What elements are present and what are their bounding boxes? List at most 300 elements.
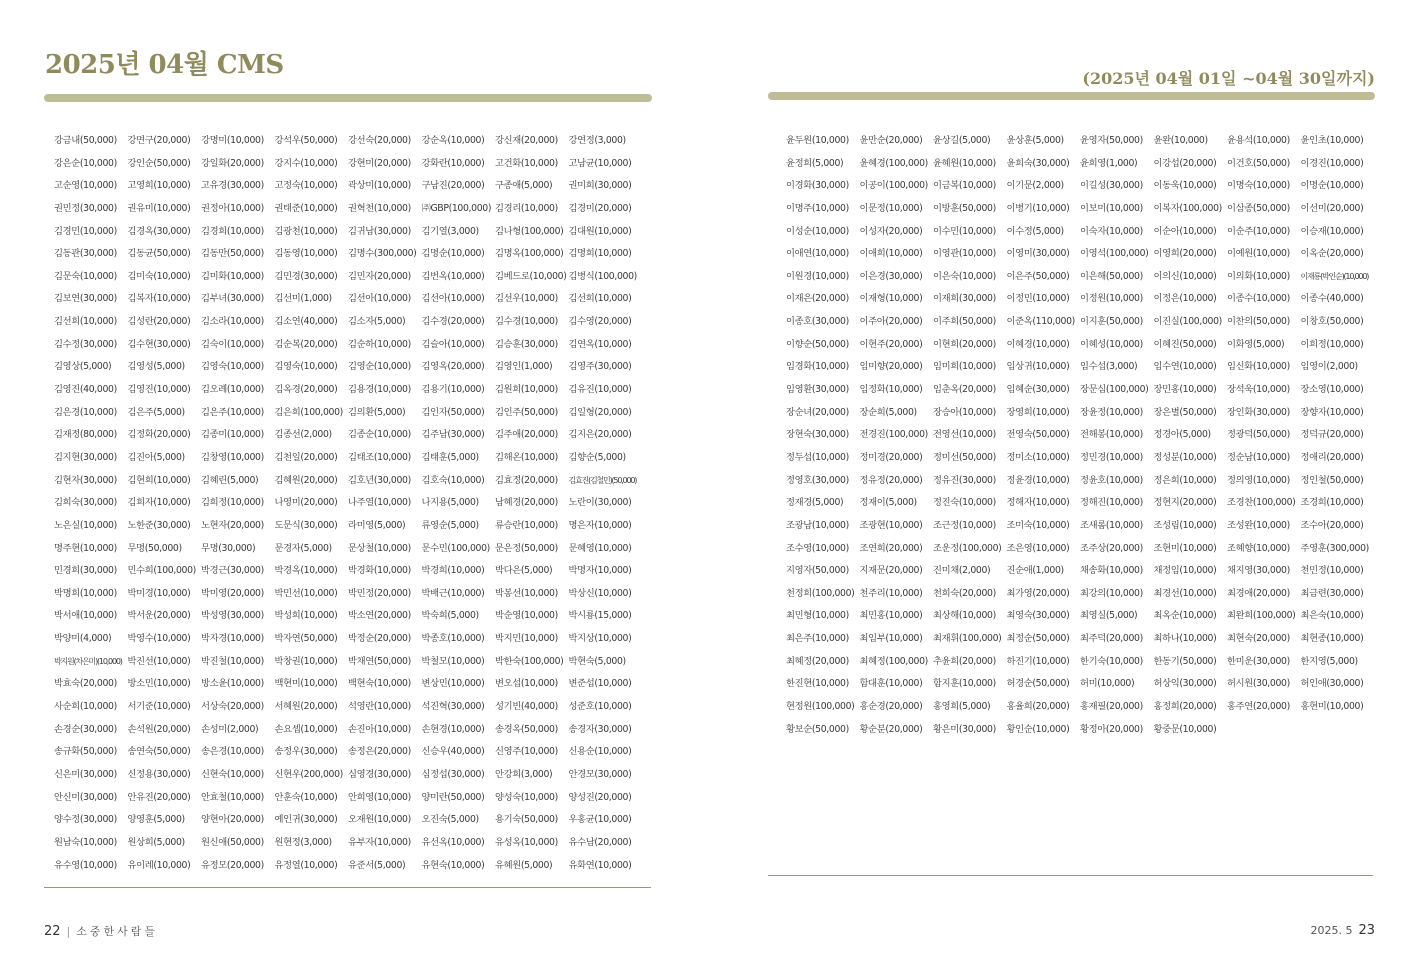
donor-entry: 임미향(20,000)	[859, 361, 923, 373]
donor-entry: 정인철(50,000)	[1300, 474, 1364, 486]
donor-entry: 유수영(10,000)	[54, 859, 117, 871]
donor-entry: 이의신(10,000)	[1153, 270, 1217, 282]
donor-entry: 윤용석(10,000)	[1227, 135, 1290, 146]
donor-entry: 박순영(10,000)	[495, 610, 558, 622]
donor-entry: 곽상미(10,000)	[348, 180, 411, 192]
donor-entry: 박효숙(20,000)	[54, 678, 117, 690]
donor-entry: 이재희(30,000)	[933, 293, 996, 305]
date-underline-bar	[768, 92, 1375, 100]
donor-entry: 송규화(50,000)	[54, 746, 117, 758]
donor-entry: 김은희(100,000)	[274, 406, 343, 418]
donor-entry: 장현숙(30,000)	[786, 429, 849, 441]
donor-entry: 이순아(10,000)	[1153, 225, 1217, 237]
donor-entry: 박미경(10,000)	[127, 587, 191, 599]
donor-entry: 박현숙(5,000)	[568, 655, 626, 667]
donor-entry: 성기빈(40,000)	[495, 701, 558, 713]
donor-entry: 이혜경(10,000)	[1006, 338, 1070, 350]
donor-entry: 황순분(20,000)	[859, 723, 923, 735]
donor-entry: 강연정(3,000)	[568, 135, 626, 146]
donor-entry: 이삼종(50,000)	[1227, 202, 1290, 214]
donor-entry: 권혁천(10,000)	[348, 202, 411, 214]
donor-entry: 송정우(30,000)	[274, 746, 338, 758]
donor-entry: 정윤호(10,000)	[1080, 474, 1143, 486]
donor-entry: 강화란(10,000)	[421, 157, 485, 169]
donor-entry: 김혜린(5,000)	[201, 474, 259, 486]
donor-entry: 구남진(20,000)	[421, 180, 485, 192]
donor-entry: 김보연(30,000)	[54, 293, 117, 305]
donor-entry: 무명(30,000)	[201, 542, 256, 554]
donor-entry: 최하나(10,000)	[1153, 633, 1217, 645]
donor-entry: 구종애(5,000)	[495, 180, 553, 192]
donor-entry: 박서운(20,000)	[127, 610, 191, 622]
donor-entry: 조성완(10,000)	[1227, 519, 1290, 531]
donor-entry: 윤희영(1,000)	[1080, 157, 1138, 169]
donor-entry: 정재경(5,000)	[786, 497, 844, 509]
right-page	[710, 0, 1421, 975]
donor-entry: 최옥순(10,000)	[1153, 610, 1217, 622]
donor-entry: 이화영(5,000)	[1227, 338, 1285, 350]
donor-entry: 오재원(10,000)	[348, 814, 411, 826]
donor-entry: 황보순(50,000)	[786, 723, 849, 735]
donor-entry: 손현경(10,000)	[421, 723, 485, 735]
donor-entry: 정진숙(10,000)	[933, 497, 996, 509]
donor-entry: 김영진(40,000)	[54, 384, 117, 396]
donor-entry: 김수경(20,000)	[421, 316, 485, 328]
donor-entry: 이종호(30,000)	[786, 316, 849, 328]
donor-entry: 김해온(10,000)	[495, 451, 558, 463]
donor-entry: 신현숙(10,000)	[201, 768, 264, 780]
donor-entry: 정성분(10,000)	[1153, 451, 1217, 463]
donor-entry: 김호년(30,000)	[348, 474, 411, 486]
donor-entry: ㈜GBP(100,000)	[421, 202, 492, 214]
donor-entry: 장문심(100,000)	[1080, 384, 1149, 396]
donor-entry: 김옥경(20,000)	[274, 384, 338, 396]
donor-entry: 정미선(50,000)	[933, 451, 996, 463]
donor-entry: 허경순(50,000)	[1006, 678, 1070, 690]
donor-entry: 최영숙(30,000)	[1006, 610, 1070, 622]
donor-entry: 이향순(50,000)	[786, 338, 849, 350]
donor-entry: 김수영(20,000)	[568, 316, 632, 328]
donor-entry: 민경희(30,000)	[54, 565, 117, 577]
donor-entry: 유성옥(10,000)	[495, 836, 558, 848]
donor-entry: 장은별(50,000)	[1153, 406, 1217, 418]
donor-entry: 손석원(20,000)	[127, 723, 191, 735]
donor-entry: 진미채(2,000)	[933, 565, 991, 577]
donor-entry: 김성란(20,000)	[127, 316, 191, 328]
donor-entry: 고건화(10,000)	[495, 157, 558, 169]
donor-entry: 김현희(10,000)	[127, 474, 191, 486]
donor-entry: 강선숙(20,000)	[348, 135, 411, 146]
donor-entry: 최재휘(100,000)	[933, 633, 1002, 645]
donor-entry: 윤혜경(100,000)	[859, 157, 928, 169]
donor-entry: 이애희(10,000)	[859, 248, 923, 260]
donor-entry: 장석욱(10,000)	[1227, 384, 1290, 396]
donor-entry: 정순남(10,000)	[1227, 451, 1290, 463]
donor-entry: 장영희(10,000)	[1006, 406, 1070, 418]
donor-entry: 김미숙(10,000)	[127, 270, 191, 282]
donor-entry: 도문식(30,000)	[274, 519, 338, 531]
donor-entry: 석영란(10,000)	[348, 701, 411, 713]
donor-entry: 윤희숙(30,000)	[1006, 157, 1070, 169]
donor-entry: 윤영자(50,000)	[1080, 135, 1143, 146]
donor-entry: 신은미(30,000)	[54, 768, 117, 780]
donor-entry: 김소라(10,000)	[201, 316, 264, 328]
donor-entry: 윤두원(10,000)	[786, 135, 849, 146]
donor-entry: 명주현(10,000)	[54, 542, 117, 554]
donor-entry: 박명희(10,000)	[54, 587, 117, 599]
donor-entry: 장승아(10,000)	[933, 406, 996, 418]
donor-entry: 이현희(20,000)	[933, 338, 996, 350]
donor-entry: 신승우(40,000)	[421, 746, 485, 758]
donor-entry: 김숙이(10,000)	[201, 338, 264, 350]
donor-entry: 유이레(10,000)	[127, 859, 191, 871]
donor-entry: 윤정희(5,000)	[786, 157, 844, 169]
donor-entry: 양영훈(5,000)	[127, 814, 185, 826]
donor-entry: 김선아(10,000)	[421, 293, 485, 305]
donor-entry: 박민선(10,000)	[274, 587, 338, 599]
donor-entry: 이명숙(10,000)	[1227, 180, 1290, 192]
donor-entry: 고남균(10,000)	[568, 157, 632, 169]
donor-entry: 정경아(5,000)	[1153, 429, 1211, 441]
donor-entry: 고정숙(10,000)	[274, 180, 338, 192]
donor-entry: 윤인초(10,000)	[1300, 135, 1364, 146]
left-page	[0, 0, 700, 975]
donor-entry: 김문숙(10,000)	[54, 270, 117, 282]
donor-entry: 안희영(10,000)	[348, 791, 411, 803]
donor-entry: 임정화(10,000)	[859, 384, 923, 396]
donor-entry: 지영자(50,000)	[786, 565, 849, 577]
donor-entry: 장향자(10,000)	[1300, 406, 1364, 418]
donor-entry: 변오섭(10,000)	[495, 678, 558, 690]
donor-entry: 라미영(5,000)	[348, 519, 406, 531]
donor-entry: 이정원(10,000)	[1080, 293, 1143, 305]
donor-entry: 강면구(20,000)	[127, 135, 191, 146]
donor-entry: 박미영(20,000)	[201, 587, 264, 599]
donor-entry: 안강희(3,000)	[495, 768, 553, 780]
donor-entry: 문상철(10,000)	[348, 542, 411, 554]
donor-entry: 조은영(10,000)	[1006, 542, 1070, 554]
donor-entry: 안효철(10,000)	[201, 791, 264, 803]
donor-entry: 강신재(20,000)	[495, 135, 558, 146]
donor-entry: 김영성(5,000)	[127, 361, 185, 373]
donor-entry: 조혜향(10,000)	[1227, 542, 1290, 554]
donor-entry: 유화연(10,000)	[568, 859, 632, 871]
donor-entry: 양성숙(10,000)	[495, 791, 558, 803]
donor-entry: 천희숙(20,000)	[933, 587, 996, 599]
donor-entry: 권민정(30,000)	[54, 202, 117, 214]
donor-entry: 류영순(5,000)	[421, 519, 479, 531]
donor-entry: 장소영(10,000)	[1300, 384, 1364, 396]
donor-entry: 천민정(10,000)	[1300, 565, 1364, 577]
donor-entry: 김영숙(10,000)	[201, 361, 264, 373]
donor-entry: 김영진(10,000)	[127, 384, 191, 396]
donor-entry: 최현숙(20,000)	[1227, 633, 1290, 645]
donor-entry: 허인애(30,000)	[1300, 678, 1364, 690]
donor-entry: 한진현(10,000)	[786, 678, 849, 690]
donor-entry: 명은자(10,000)	[568, 519, 632, 531]
donor-entry: 김경희(10,000)	[201, 225, 264, 237]
donor-entry: 조근정(10,000)	[933, 519, 996, 531]
donor-entry: 유혜원(5,000)	[495, 859, 553, 871]
donor-entry: 정덕규(20,000)	[1300, 429, 1364, 441]
donor-entry: 조광현(10,000)	[859, 519, 923, 531]
donor-entry: 정해진(10,000)	[1080, 497, 1143, 509]
donor-entry: 최은주(10,000)	[786, 633, 849, 645]
donor-entry: 박창권(10,000)	[274, 655, 338, 667]
donor-entry: 박지민(10,000)	[495, 633, 558, 645]
donor-entry: 김희정(10,000)	[201, 497, 264, 509]
donor-entry: 박서애(10,000)	[54, 610, 117, 622]
donor-entry: 임미희(10,000)	[933, 361, 996, 373]
donor-entry: 박진선(10,000)	[127, 655, 191, 667]
donor-entry: 박시룡(15,000)	[568, 610, 632, 622]
donor-entry: 최경선(10,000)	[1153, 587, 1217, 599]
donor-entry: 박명자(10,000)	[568, 565, 632, 577]
donor-entry: 이혜성(10,000)	[1080, 338, 1143, 350]
donor-entry: 양현아(20,000)	[201, 814, 264, 826]
donor-entry: 임상귀(10,000)	[1006, 361, 1070, 373]
donor-entry: 김영순(10,000)	[348, 361, 411, 373]
donor-entry: 김명수(300,000)	[348, 248, 417, 260]
donor-entry: 김지현(30,000)	[54, 451, 117, 463]
donor-entry: 김효정(20,000)	[495, 474, 558, 486]
donor-entry: 권미희(30,000)	[568, 180, 632, 192]
donor-entry: 허상익(30,000)	[1153, 678, 1217, 690]
donor-entry: 이종수(40,000)	[1300, 293, 1364, 305]
bottom-rule-right	[768, 875, 1373, 876]
donor-entry: 김선미(1,000)	[274, 293, 332, 305]
donor-entry: 김종선(2,000)	[274, 429, 332, 441]
donor-entry: 이수정(5,000)	[1006, 225, 1064, 237]
donor-entry: 정영호(30,000)	[786, 474, 849, 486]
donor-entry: 심영경(30,000)	[348, 768, 411, 780]
donor-entry: 이문정(10,000)	[859, 202, 923, 214]
donor-entry: 김태조(10,000)	[348, 451, 411, 463]
donor-entry: 박민정(20,000)	[348, 587, 411, 599]
donor-entry: 최완희(100,000)	[1227, 610, 1296, 622]
donor-entry: 김슬아(10,000)	[421, 338, 485, 350]
donor-entry: 이건호(50,000)	[1227, 157, 1290, 169]
donor-entry: 김동만(50,000)	[201, 248, 264, 260]
donor-entry: 신정용(30,000)	[127, 768, 191, 780]
donor-entry: 박경화(10,000)	[348, 565, 411, 577]
donor-entry: 강명미(10,000)	[201, 135, 264, 146]
donor-entry: 김순복(20,000)	[274, 338, 338, 350]
donor-entry: 우홍균(10,000)	[568, 814, 632, 826]
donor-entry: 이성순(10,000)	[786, 225, 849, 237]
donor-entry: 방소민(10,000)	[127, 678, 191, 690]
donor-entry: 박정순(20,000)	[348, 633, 411, 645]
donor-entry: 김정화(20,000)	[127, 429, 191, 441]
donor-entry: 이예원(10,000)	[1227, 248, 1290, 260]
donor-entry: 이방훈(50,000)	[933, 202, 996, 214]
donor-entry: 홍정희(20,000)	[1153, 701, 1217, 713]
donor-entry: 이영희(20,000)	[1153, 248, 1217, 260]
footer-left	[44, 923, 158, 939]
donor-entry: 김영옥(20,000)	[421, 361, 485, 373]
donor-entry: 김영인(1,000)	[495, 361, 553, 373]
donor-entry: 이성자(20,000)	[859, 225, 923, 237]
donor-entry: 김베드로(10,000)	[495, 270, 567, 282]
donor-entry: 박숙희(5,000)	[421, 610, 479, 622]
donor-entry: 노란이(30,000)	[568, 497, 632, 509]
donor-entry: 김미화(10,000)	[201, 270, 264, 282]
donor-entry: 김소자(5,000)	[348, 316, 406, 328]
donor-entry: 방소윤(10,000)	[201, 678, 264, 690]
donor-entry: 김천일(20,000)	[274, 451, 338, 463]
donor-entry: 최영실(5,000)	[1080, 610, 1138, 622]
donor-entry: 이공이(100,000)	[859, 180, 928, 192]
donor-entry: 허미(10,000)	[1080, 678, 1135, 690]
donor-entry: 이동욱(10,000)	[1153, 180, 1217, 192]
footer-separator: |	[66, 925, 71, 938]
donor-entry: 안신미(30,000)	[54, 791, 117, 803]
donor-entry: 박상신(10,000)	[568, 587, 632, 599]
donor-entry: 정미소(10,000)	[1006, 451, 1070, 463]
donor-entry: 남혜경(20,000)	[495, 497, 558, 509]
donor-entry: 이길성(30,000)	[1080, 180, 1143, 192]
donor-entry: 김수정(30,000)	[54, 338, 117, 350]
donor-entry: 김경미(20,000)	[568, 202, 632, 214]
donor-entry: 유정모(20,000)	[201, 859, 264, 871]
donor-entry: 김원희(10,000)	[495, 384, 558, 396]
donor-entry: 김수경(10,000)	[495, 316, 558, 328]
donor-entry: 노은실(10,000)	[54, 519, 117, 531]
donor-entry: 문수민(100,000)	[421, 542, 490, 554]
donor-entry: 김승훈(30,000)	[495, 338, 558, 350]
donor-entry: 나주열(10,000)	[348, 497, 411, 509]
donor-entry: 민수희(100,000)	[127, 565, 196, 577]
donor-entry: 정유정(20,000)	[859, 474, 923, 486]
donor-entry: 윤상길(5,000)	[933, 135, 991, 146]
donor-entry: 김명옥(100,000)	[495, 248, 564, 260]
donor-entry: 김영주(30,000)	[568, 361, 632, 373]
donor-entry: 원상희(5,000)	[127, 836, 185, 848]
donor-entry: 황은미(30,000)	[933, 723, 996, 735]
donor-entry: 박배근(10,000)	[421, 587, 485, 599]
donor-entry: 변상민(10,000)	[421, 678, 485, 690]
donor-entry: 이은숙(10,000)	[933, 270, 996, 282]
donor-entry: 한기숙(10,000)	[1080, 655, 1143, 667]
donor-entry: 이정민(10,000)	[1006, 293, 1070, 305]
donor-entry: 신영주(10,000)	[495, 746, 558, 758]
donor-entry: 진순애(1,000)	[1006, 565, 1064, 577]
donor-entry: 이애연(10,000)	[786, 248, 849, 260]
donor-entry: 사순희(10,000)	[54, 701, 117, 713]
donor-entry: 김선아(10,000)	[348, 293, 411, 305]
donor-entry: 류승란(10,000)	[495, 519, 558, 531]
donor-entry: 하진기(10,000)	[1006, 655, 1070, 667]
donor-entry: 김은주(5,000)	[127, 406, 185, 418]
donor-entry: 최금련(30,000)	[1300, 587, 1364, 599]
donor-entry: 홍현미(10,000)	[1300, 701, 1364, 713]
donor-entry: 임신화(10,000)	[1227, 361, 1290, 373]
donor-entry: 김혜원(20,000)	[274, 474, 338, 486]
donor-entry: 송정은(20,000)	[348, 746, 411, 758]
donor-entry: 박소연(20,000)	[348, 610, 411, 622]
page-number-right: 23	[1358, 923, 1375, 938]
donor-entry: 이의화(10,000)	[1227, 270, 1290, 282]
donor-entry: 홍영희(5,000)	[933, 701, 991, 713]
donor-entry: 윤혜원(10,000)	[933, 157, 996, 169]
donor-entry: 양성진(20,000)	[568, 791, 632, 803]
donor-entry: 정윤경(10,000)	[1006, 474, 1070, 486]
donor-entry: 이승재(10,000)	[1300, 225, 1364, 237]
donor-entry: 천주리(10,000)	[859, 587, 923, 599]
donor-entry: 박지원(차은미)(10,000)	[54, 656, 122, 666]
issue-date: 2025. 5	[1310, 924, 1353, 937]
donor-entry: 최가영(20,000)	[1006, 587, 1070, 599]
donor-entry: 권태준(10,000)	[274, 202, 338, 214]
donor-entry: 서상숙(20,000)	[201, 701, 264, 713]
donor-entry: 김유진(10,000)	[568, 384, 632, 396]
donor-entry: 정애리(20,000)	[1300, 451, 1364, 463]
donor-entry: 서혜원(20,000)	[274, 701, 338, 713]
donor-entry: 김명희(10,000)	[568, 248, 632, 260]
donor-entry: 손경순(30,000)	[54, 723, 117, 735]
donor-entry: 김향순(5,000)	[568, 451, 626, 463]
donor-entry: 정유진(30,000)	[933, 474, 996, 486]
donor-entry: 박성영(30,000)	[201, 610, 264, 622]
donor-entry: 이주희(50,000)	[933, 316, 996, 328]
donor-entry: 박자연(50,000)	[274, 633, 338, 645]
donor-entry: 손진아(10,000)	[348, 723, 411, 735]
donor-entry: 김복자(10,000)	[127, 293, 191, 305]
donor-entry: 조연희(20,000)	[859, 542, 923, 554]
donor-entry: 김광천(10,000)	[274, 225, 338, 237]
donor-entry: 김일형(20,000)	[568, 406, 632, 418]
donor-entry: 김영숙(10,000)	[274, 361, 338, 373]
donor-entry: 최민홍(10,000)	[859, 610, 923, 622]
donor-entry: 조광남(10,000)	[786, 519, 849, 531]
donor-entry: 원남숙(10,000)	[54, 836, 117, 848]
donor-entry: 고유경(30,000)	[201, 180, 264, 192]
date-range: (2025년 04월 01일 ~04월 30일까지)	[1082, 69, 1375, 88]
donor-entry: 김대원(10,000)	[568, 225, 632, 237]
donor-entry: 박영수(10,000)	[127, 633, 191, 645]
donor-entry: 홍주연(20,000)	[1227, 701, 1290, 713]
donor-entry: 성준호(10,000)	[568, 701, 632, 713]
donor-entry: 김주남(30,000)	[421, 429, 485, 441]
donor-entry: 김부녀(30,000)	[201, 293, 264, 305]
donor-entry: 이영석(100,000)	[1080, 248, 1149, 260]
donor-entry: 이재은(20,000)	[786, 293, 849, 305]
donor-entry: 조경찬(100,000)	[1227, 497, 1296, 509]
donor-entry: 강순옥(10,000)	[421, 135, 485, 146]
donor-entry: 한미운(30,000)	[1227, 655, 1290, 667]
donor-entry: 백현미(10,000)	[274, 678, 338, 690]
donor-entry: 지재문(20,000)	[859, 565, 923, 577]
donor-entry: 노한준(30,000)	[127, 519, 191, 531]
donor-entry: 이지훈(50,000)	[1080, 316, 1143, 328]
donor-entry: 정해자(10,000)	[1006, 497, 1070, 509]
donor-entry: 양수정(30,000)	[54, 814, 117, 826]
donor-entry: 김나형(100,000)	[495, 225, 564, 237]
donor-entry: 이진실(100,000)	[1153, 316, 1222, 328]
donor-entry: 전경진(100,000)	[859, 429, 928, 441]
donor-entry: 이기문(2,000)	[1006, 180, 1064, 192]
donor-entry: 나영미(20,000)	[274, 497, 338, 509]
donor-entry: 함지훈(10,000)	[933, 678, 996, 690]
donor-entry: 허시원(30,000)	[1227, 678, 1290, 690]
donor-entry: 유선옥(10,000)	[421, 836, 485, 848]
donor-entry: 박경옥(10,000)	[274, 565, 338, 577]
donor-entry: 김병식(100,000)	[568, 270, 637, 282]
donor-entry: 고영희(10,000)	[127, 180, 191, 192]
donor-entry: 문은정(50,000)	[495, 542, 558, 554]
donor-entry: 이영미(30,000)	[1006, 248, 1070, 260]
donor-entry: 강금내(50,000)	[54, 135, 117, 146]
